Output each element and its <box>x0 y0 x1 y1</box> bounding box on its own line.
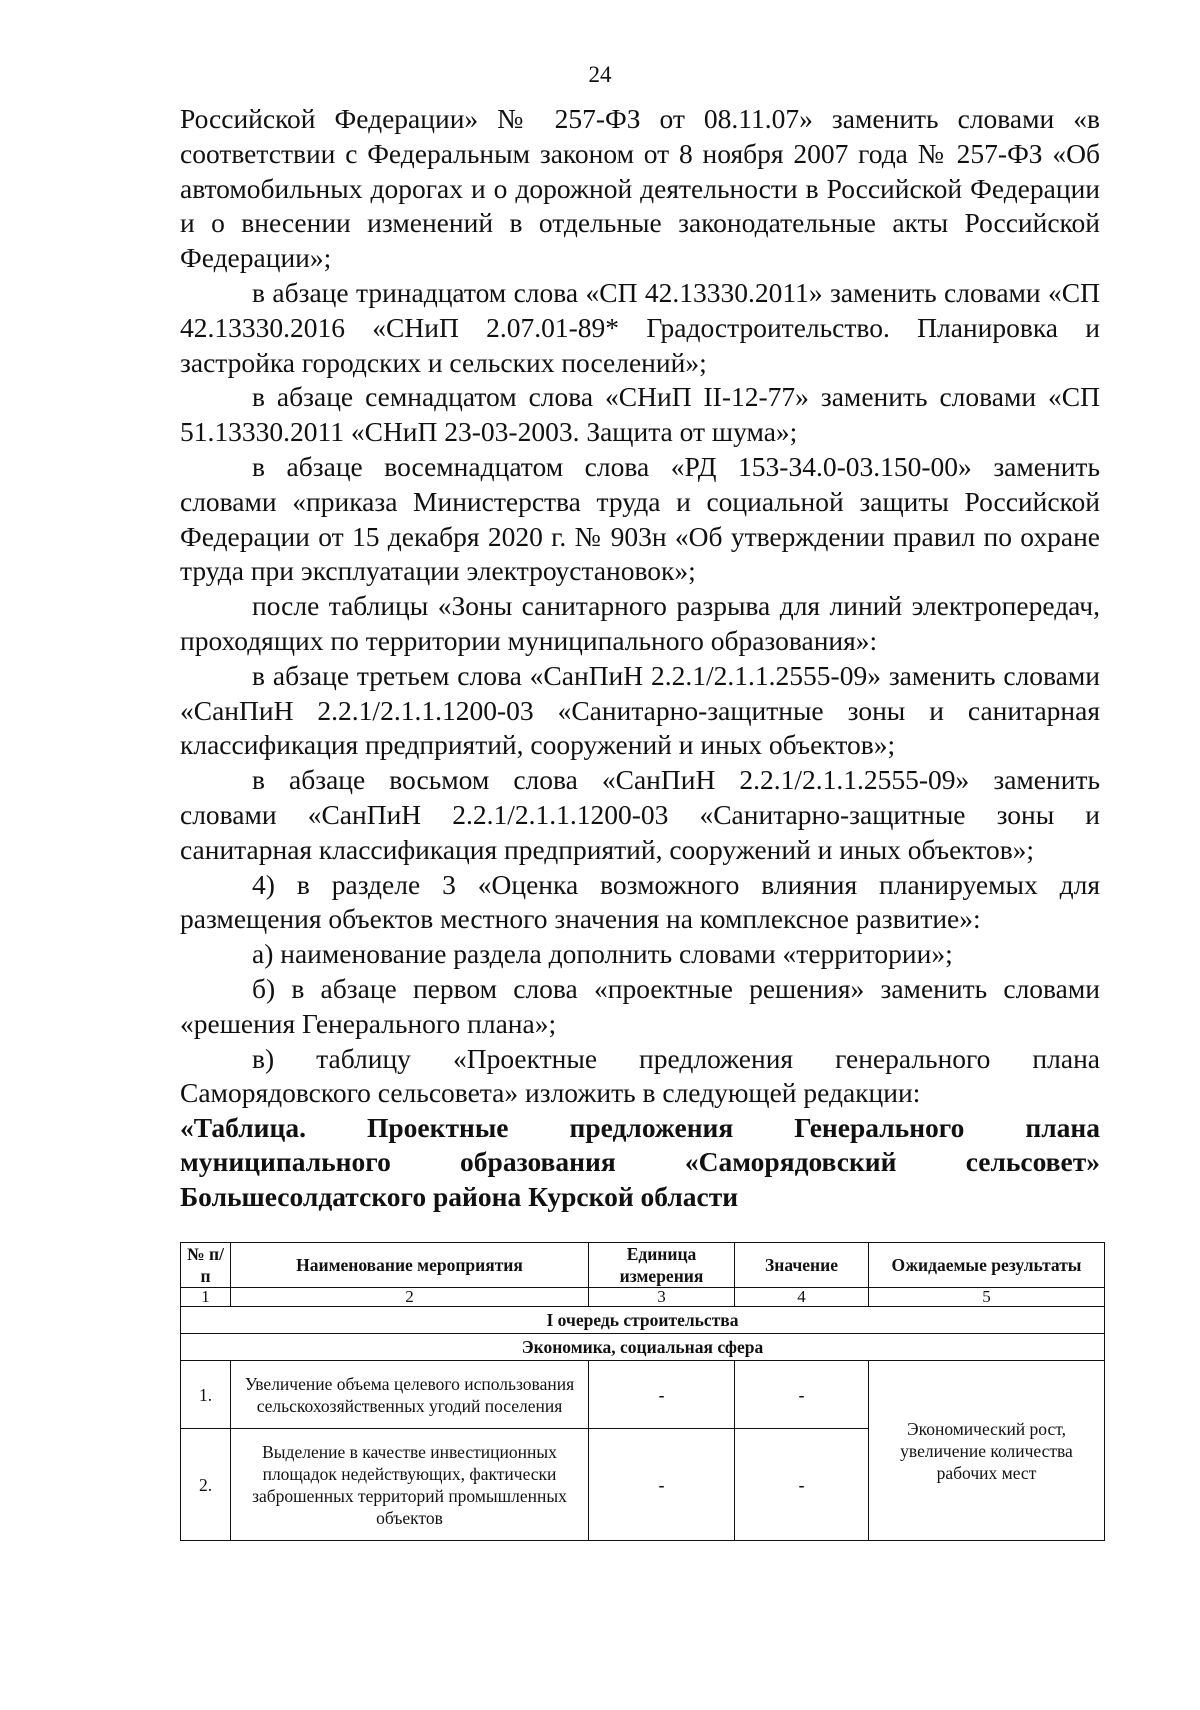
column-number-row <box>181 1288 1105 1307</box>
header-value: Значение <box>735 1243 869 1288</box>
column-number: 2 <box>231 1288 589 1307</box>
paragraph-11: в) таблицу «Проектные предложения генерального плана Саморядовского сельсовета» изложить в следующей редакции: <box>180 1042 1100 1109</box>
row-result: Экономический рост, увеличение количества рабочих мест <box>869 1361 1105 1541</box>
document-body <box>180 102 1100 1214</box>
paragraph-7: в абзаце восьмом слова «СанПиН 2.2.1/2.1.1.2555-09» заменить словами «СанПиН 2.2.1/2.1.1.1200-03 «Санитарно-защитные зоны и санитарная классификация предприятий, сооружений и иных объектов»; <box>180 764 1100 865</box>
row-name: Выделение в качестве инвестиционных площадок недействующих, фактически заброшенных территорий промышленных объектов <box>231 1429 589 1541</box>
row-name: Увеличение объема целевого использования сельскохозяйственных угодий поселения <box>231 1361 589 1429</box>
paragraph-8: 4) в разделе 3 «Оценка возможного влияния планируемых для размещения объектов местного значения на комплексное развитие»: <box>180 868 1100 935</box>
paragraph-5: после таблицы «Зоны санитарного разрыва для линий электропередач, проходящих по территории муниципального образования»: <box>180 590 1100 656</box>
table-caption <box>180 1111 1100 1214</box>
table-caption-line-1: «Таблица. Проектные предложения Генерального плана <box>180 1112 1100 1144</box>
header-num: № п/п <box>181 1243 231 1288</box>
paragraph-6: в абзаце третьем слова «СанПиН 2.2.1/2.1.1.2555-09» заменить словами «СанПиН 2.2.1/2.1.1.1200-03 «Санитарно-защитные зоны и санитарная классификация предприятий, сооружений и иных объектов»; <box>180 659 1100 761</box>
header-name: Наименование мероприятия <box>231 1243 589 1288</box>
plan-table <box>180 1242 1105 1541</box>
paragraph-3: в абзаце семнадцатом слова «СНиП II-12-77» заменить словами «СП 51.13330.2011 «СНиП 23-03-2003. Защита от шума»; <box>180 381 1100 448</box>
queue-title: I очередь строительства <box>181 1307 1105 1334</box>
column-number: 1 <box>181 1288 231 1307</box>
row-num: 2. <box>181 1429 231 1541</box>
table-header-row <box>181 1243 1105 1288</box>
row-unit: - <box>589 1361 735 1429</box>
header-result: Ожидаемые результаты <box>869 1243 1105 1288</box>
table-caption-line-2: муниципального образования «Саморядовский сельсовет» <box>180 1146 1100 1178</box>
section-title: Экономика, социальная сфера <box>181 1334 1105 1361</box>
row-value: - <box>735 1429 869 1541</box>
column-number: 4 <box>735 1288 869 1307</box>
column-number: 3 <box>589 1288 735 1307</box>
table-caption-line-3: Большесолдатского района Курской области <box>180 1180 739 1212</box>
paragraph-2: в абзаце тринадцатом слова «СП 42.13330.2011» заменить словами «СП 42.13330.2016 «СНиП 2.07.01-89* Градостроительство. Планировка и застройка городских и сельских поселений»; <box>180 276 1100 378</box>
queue-row <box>181 1307 1105 1334</box>
row-value: - <box>735 1361 869 1429</box>
paragraph-10: б) в абзаце первом слова «проектные решения» заменить словами «решения Генерального плана»; <box>180 972 1100 1039</box>
paragraph-9: а) наименование раздела дополнить словами «территории»; <box>252 938 953 970</box>
row-unit: - <box>589 1429 735 1541</box>
header-unit: Единица измерения <box>589 1243 735 1288</box>
page-number: 24 <box>588 62 612 87</box>
paragraph-1: Российской Федерации» № 257-ФЗ от 08.11.07» заменить словами «в соответствии с Федеральным законом от 8 ноября 2007 года № 257-ФЗ «Об автомобильных дорогах и о дорожной деятельности в Российской Федерации и о внесении изменений в отдельные законодательные акты Российской Федерации»; <box>180 103 1100 274</box>
row-num: 1. <box>181 1361 231 1429</box>
column-number: 5 <box>869 1288 1105 1307</box>
table-row <box>181 1361 1105 1429</box>
section-row <box>181 1334 1105 1361</box>
paragraph-4: в абзаце восемнадцатом слова «РД 153-34.0-03.150-00» заменить словами «приказа Министерства труда и социальной защиты Российской Федерации от 15 декабря 2020 г. № 903н «Об утверждении правил по охране труда при эксплуатации электроустановок»; <box>180 450 1100 587</box>
